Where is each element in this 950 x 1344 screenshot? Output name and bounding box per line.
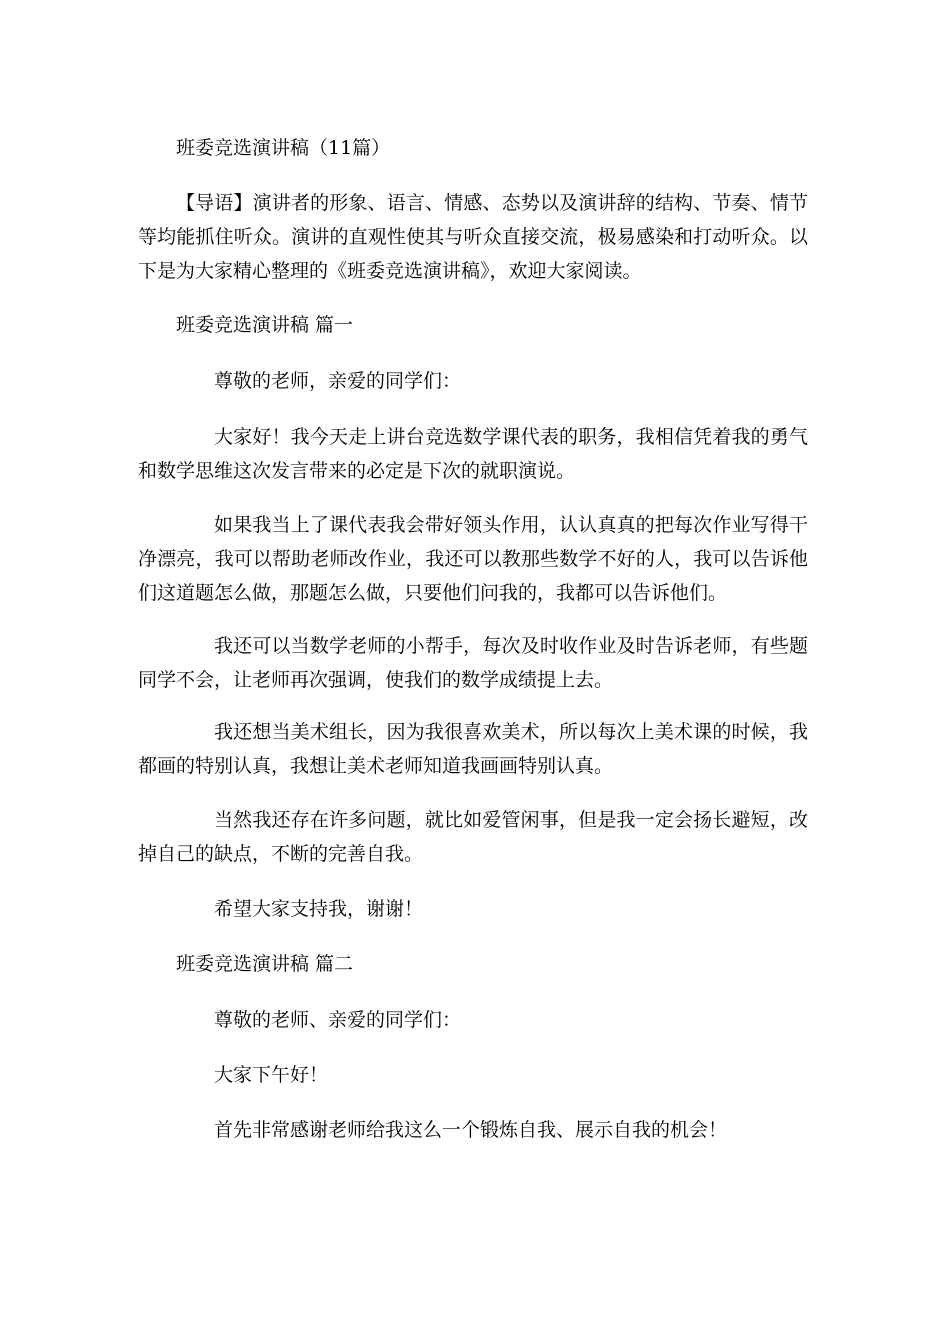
section2-paragraph-1: 大家下午好！ [214, 1064, 329, 1086]
section2-greeting: 尊敬的老师、亲爱的同学们： [214, 1009, 462, 1031]
section2-paragraph-2: 首先非常感谢老师给我这么一个锻炼自我、展示自我的机会！ [214, 1119, 728, 1141]
section1-paragraph-1: 大家好！我今天走上讲台竞选数学课代表的职务，我相信凭着我的勇气和数学思维这次发言带来的必定是下次的就职演说。 [138, 426, 808, 482]
document-title: 班委竞选演讲稿（11篇） [176, 137, 391, 159]
section1-paragraph-3: 我还可以当数学老师的小帮手，每次及时收作业及时告诉老师，有些题同学不会，让老师再次强调，使我们的数学成绩提上去。 [138, 635, 808, 691]
section1-greeting: 尊敬的老师，亲爱的同学们： [214, 370, 462, 392]
section1-paragraph-5: 当然我还存在许多问题，就比如爱管闲事，但是我一定会扬长避短，改掉自己的缺点，不断的完善自我。 [138, 809, 808, 865]
section1-heading: 班委竞选演讲稿 篇一 [176, 314, 354, 336]
section1-paragraph-4: 我还想当美术组长，因为我很喜欢美术，所以每次上美术课的时候，我都画的特别认真，我想让美术老师知道我画画特别认真。 [138, 721, 808, 777]
intro-paragraph: 【导语】演讲者的形象、语言、情感、态势以及演讲辞的结构、节奏、情节等均能抓住听众。演讲的直观性使其与听众直接交流，极易感染和打动听众。以下是为大家精心整理的《班委竞选演讲稿》，欢迎大家阅读。 [138, 192, 808, 282]
section2-heading: 班委竞选演讲稿 篇二 [176, 953, 354, 975]
section1-paragraph-2: 如果我当上了课代表我会带好领头作用，认认真真的把每次作业写得干净漂亮，我可以帮助老师改作业，我还可以教那些数学不好的人，我可以告诉他们这道题怎么做，那题怎么做，只要他们问我的，我都可以告诉他们。 [138, 514, 808, 604]
section1-paragraph-6: 希望大家支持我，谢谢！ [214, 898, 424, 920]
